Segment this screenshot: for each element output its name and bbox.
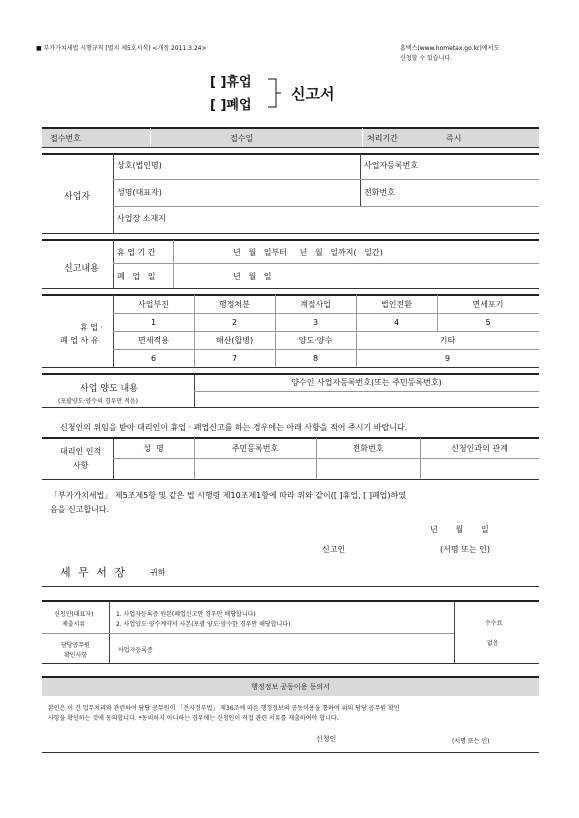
business-reg-no-field[interactable]: 사업자등록번호 <box>364 161 419 170</box>
processing-period-value: 즉시 <box>446 134 462 143</box>
official-check-label-line2: 확인사항 <box>64 652 88 659</box>
official-check-label-line1: 담당공무원 <box>61 642 90 649</box>
fee-label: 수수료 <box>485 620 503 627</box>
reason-num-6: 6 <box>150 353 157 363</box>
agent-info-label-line2: 사항 <box>73 461 89 470</box>
transfer-section-label: 사업 양도 내용 <box>80 384 138 394</box>
business-section-label: 사업자 <box>64 192 91 202</box>
agent-col-resident-no: 주민등록번호 <box>231 443 279 453</box>
official-check-item: 사업자등록증 <box>118 647 153 654</box>
phone-field[interactable]: 전화번호 <box>364 188 395 197</box>
title-closure-checkbox[interactable]: [ ]폐업 <box>210 98 252 113</box>
agent-col-phone: 전화번호 <box>352 443 384 453</box>
form-reference: ■ 부가가치세법 시행규칙 [별지 제5호서식] <개정 2011.3.24> <box>36 45 207 52</box>
hometax-notice-line1: 홈택스(www.hometax.go.kr)에서도 <box>400 45 500 52</box>
suspension-period-field[interactable]: 년 월 일부터 년 월 일까지( 일간) <box>233 248 383 257</box>
reasons-label-line1: 휴 업 · <box>80 323 104 332</box>
reason-num-1: 1 <box>150 317 157 327</box>
agent-col-relation: 신청인과의 관계 <box>451 443 508 453</box>
reason-incorporation[interactable]: 법인전환 <box>381 299 412 309</box>
reason-business-slump[interactable]: 사업부진 <box>138 299 169 309</box>
transferee-id-label: 양수인 사업자등록번호(또는 주민등록번호) <box>291 378 442 387</box>
reason-seasonal[interactable]: 계절사업 <box>300 299 331 309</box>
title-brace <box>268 78 282 108</box>
declaration-text-line2: 음을 신고합니다. <box>50 505 110 514</box>
consent-text-line1: 본인은 이 건 업무처리와 관련하여 담당 공무원이 「전자정부법」 제36조에 따른 행정정보의 공동이용을 통하여 위의 담당 공무원 확인 <box>48 705 400 712</box>
reason-num-5: 5 <box>485 317 491 327</box>
report-section-label: 신고내용 <box>64 264 99 274</box>
reason-tax-exempt-waiver[interactable]: 면세포기 <box>472 299 504 309</box>
closure-date-label: 폐 업 일 <box>117 272 156 281</box>
submit-docs-label-line2: 제출서류 <box>62 621 86 628</box>
receipt-date-label: 접수일 <box>230 134 254 143</box>
reason-tax-exempt[interactable]: 면세적용 <box>138 335 169 345</box>
consent-title: 행정정보 공동이용 동의서 <box>251 682 330 691</box>
reason-other[interactable]: 기타 <box>439 335 456 345</box>
page-title: 신고서 <box>291 85 335 103</box>
title-suspension-checkbox[interactable]: [ ]휴업 <box>210 75 252 90</box>
agent-info-label-line1: 대리인 인적 <box>60 447 102 456</box>
reporter-label: 신고인 <box>322 545 346 554</box>
submit-doc-item-2: 2. 사업양도·양수계약서 사본(포괄 양도·양수한 경우만 해당합니다) <box>116 621 291 628</box>
consent-text-line2: 사항을 확인하는 것에 동의합니다. *동의하지 아니하는 경우에는 신청인이 직접 관련 서류를 제출하여야 합니다. <box>48 715 339 722</box>
processing-period-label: 처리기간 <box>367 134 398 143</box>
reason-num-4: 4 <box>393 317 400 327</box>
tax-office-chief: 세 무 서 장 <box>60 566 127 579</box>
reasons-label-line2: 폐 업 사 유 <box>60 336 99 345</box>
business-address-field[interactable]: 사업장 소재지 <box>117 214 166 223</box>
reason-num-7: 7 <box>231 353 238 363</box>
reason-num-8: 8 <box>312 353 319 363</box>
reason-admin-action[interactable]: 행정처분 <box>219 299 250 309</box>
reason-dissolution[interactable]: 해산(합병) <box>215 335 254 345</box>
reason-num-2: 2 <box>231 317 238 327</box>
declaration-text-line1: 「부가가치세법」 제5조제5항 및 같은 법 시행령 제10조제1항에 따라 위와 같이([ ]휴업, [ ]폐업)하였 <box>50 491 406 500</box>
receipt-number-label: 접수번호 <box>50 134 81 143</box>
reason-num-9: 9 <box>444 353 451 363</box>
representative-name-field[interactable]: 성명(대표자) <box>117 188 162 197</box>
closure-date-field[interactable]: 년 월 일 <box>233 272 272 281</box>
consent-signature[interactable]: (서명 또는 인) <box>452 738 490 745</box>
hometax-notice-line2: 신청할 수 있습니다. <box>400 55 453 62</box>
agent-col-name: 성 명 <box>143 443 164 453</box>
reason-num-3: 3 <box>312 317 319 327</box>
transfer-section-sublabel: (포괄양도·양수의 경우만 적음) <box>58 398 138 405</box>
reporter-signature[interactable]: (서명 또는 인) <box>440 545 490 554</box>
consent-applicant-label: 신청인 <box>316 735 337 743</box>
company-name-field[interactable]: 상호(법인명) <box>117 161 162 170</box>
suspension-period-label: 휴 업 기 간 <box>117 248 156 257</box>
fee-value: 없음 <box>487 640 499 647</box>
receipt-row <box>42 128 539 147</box>
delegation-notice: 신청인의 위임을 받아 대리인이 휴업 · 폐업신고를 하는 경우에는 아래 사항을 적어 주시기 바랍니다. <box>60 423 408 432</box>
submit-docs-label-line1: 신청인(대표자) <box>54 611 94 618</box>
declaration-date[interactable]: 년 월 일 <box>430 525 489 534</box>
submit-doc-item-1: 1. 사업자등록증 원본(폐업신고만 경우만 해당합니다) <box>116 611 256 618</box>
reason-transfer[interactable]: 양도·양수 <box>298 335 333 345</box>
honorific: 귀하 <box>150 568 166 577</box>
